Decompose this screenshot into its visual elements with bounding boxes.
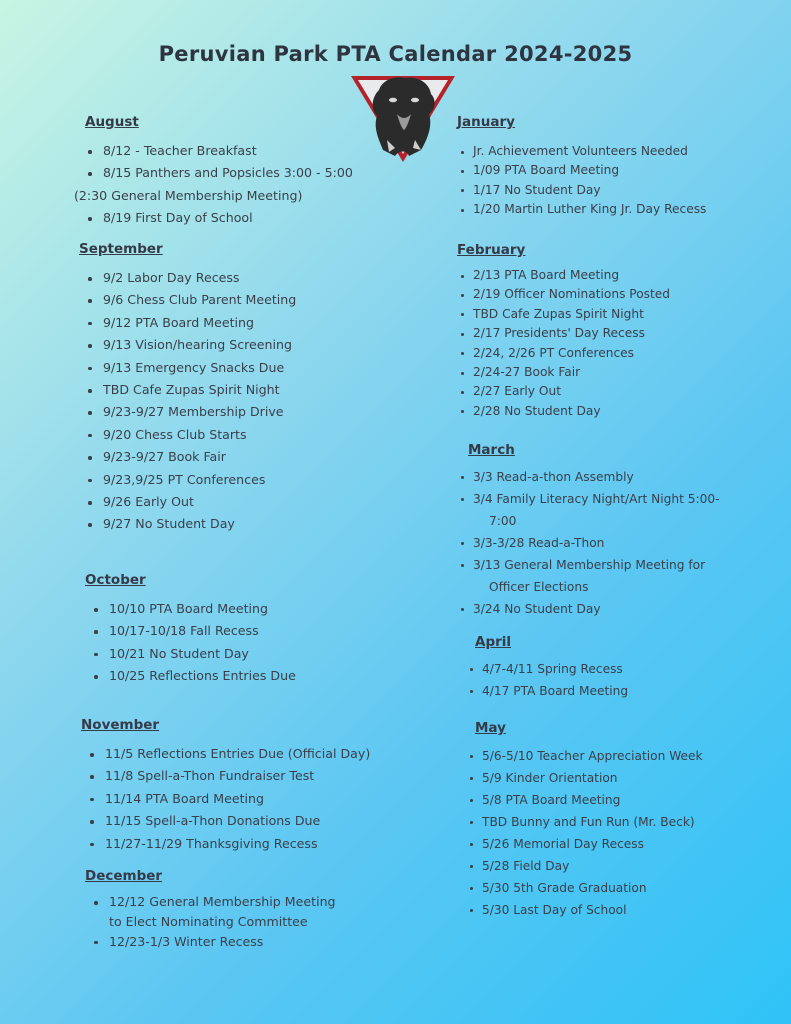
list-item: 3/24 No Student Day bbox=[457, 598, 720, 620]
list-item: 5/26 Memorial Day Recess bbox=[466, 833, 703, 855]
month-heading: March bbox=[468, 442, 515, 458]
list-item: 12/23-1/3 Winter Recess bbox=[85, 932, 375, 952]
month-heading: May bbox=[475, 720, 506, 736]
list-item: 2/24, 2/26 PT Conferences bbox=[457, 344, 670, 363]
list-item: 2/27 Early Out bbox=[457, 382, 670, 401]
list-item: 5/28 Field Day bbox=[466, 855, 703, 877]
list-item: 1/09 PTA Board Meeting bbox=[457, 161, 706, 180]
list-item: TBD Cafe Zupas Spirit Night bbox=[79, 379, 296, 401]
section-march bbox=[457, 442, 720, 620]
list-item: 10/17-10/18 Fall Recess bbox=[85, 620, 296, 642]
list-item: 3/13 General Membership Meeting for bbox=[457, 554, 720, 576]
list-item: 9/13 Vision/hearing Screening bbox=[79, 334, 296, 356]
list-item: 10/10 PTA Board Meeting bbox=[85, 598, 296, 620]
list-item: 4/17 PTA Board Meeting bbox=[466, 680, 628, 702]
list-item: 5/8 PTA Board Meeting bbox=[466, 789, 703, 811]
section-april bbox=[466, 634, 628, 702]
page-title: Peruvian Park PTA Calendar 2024-2025 bbox=[158, 42, 633, 66]
list-item: (2:30 General Membership Meeting) bbox=[74, 187, 303, 203]
list-item: Officer Elections bbox=[489, 580, 589, 594]
list-item: 1/20 Martin Luther King Jr. Day Recess bbox=[457, 200, 706, 219]
list-item: 8/19 First Day of School bbox=[79, 207, 353, 229]
list-item: 3/4 Family Literacy Night/Art Night 5:00- bbox=[457, 488, 720, 510]
list-item: 9/12 PTA Board Meeting bbox=[79, 312, 296, 334]
list-item: 5/9 Kinder Orientation bbox=[466, 767, 703, 789]
list-item: 5/30 5th Grade Graduation bbox=[466, 877, 703, 899]
section-may bbox=[466, 720, 703, 921]
list-item: 2/24-27 Book Fair bbox=[457, 363, 670, 382]
list-item: 9/13 Emergency Snacks Due bbox=[79, 357, 296, 379]
section-august bbox=[74, 114, 353, 230]
list-item: 9/2 Labor Day Recess bbox=[79, 267, 296, 289]
list-item: 2/17 Presidents' Day Recess bbox=[457, 324, 670, 343]
list-item: Jr. Achievement Volunteers Needed bbox=[457, 142, 706, 161]
section-november bbox=[81, 717, 370, 855]
list-item: 9/6 Chess Club Parent Meeting bbox=[79, 289, 296, 311]
list-item: 11/5 Reflections Entries Due (Official Day) bbox=[81, 743, 370, 765]
month-heading: April bbox=[475, 634, 512, 650]
list-item: 9/20 Chess Club Starts bbox=[79, 424, 296, 446]
month-heading: October bbox=[85, 572, 146, 588]
list-item: 11/14 PTA Board Meeting bbox=[81, 788, 370, 810]
month-heading: September bbox=[79, 241, 163, 257]
list-item: 2/19 Officer Nominations Posted bbox=[457, 285, 670, 304]
list-item: 4/7-4/11 Spring Recess bbox=[466, 658, 628, 680]
section-september bbox=[79, 241, 296, 536]
list-item: 9/23,9/25 PT Conferences bbox=[79, 469, 296, 491]
month-heading: December bbox=[85, 868, 163, 884]
panther-mascot-icon bbox=[349, 70, 457, 164]
list-item: 8/12 - Teacher Breakfast bbox=[79, 140, 353, 162]
list-item: 8/15 Panthers and Popsicles 3:00 - 5:00 bbox=[79, 162, 353, 184]
month-heading: November bbox=[81, 717, 160, 733]
month-heading: February bbox=[457, 242, 526, 258]
list-item: 11/27-11/29 Thanksgiving Recess bbox=[81, 833, 370, 855]
list-item: 9/23-9/27 Membership Drive bbox=[79, 401, 296, 423]
list-item: TBD Bunny and Fun Run (Mr. Beck) bbox=[466, 811, 703, 833]
list-item: 3/3 Read-a-thon Assembly bbox=[457, 466, 720, 488]
list-item: 2/13 PTA Board Meeting bbox=[457, 266, 670, 285]
section-december bbox=[85, 868, 375, 951]
list-item: 2/28 No Student Day bbox=[457, 402, 670, 421]
month-heading: January bbox=[457, 114, 515, 130]
list-item: 11/8 Spell-a-Thon Fundraiser Test bbox=[81, 765, 370, 787]
month-heading: August bbox=[85, 114, 139, 130]
list-item: 5/6-5/10 Teacher Appreciation Week bbox=[466, 745, 703, 767]
section-october bbox=[85, 572, 296, 688]
list-item: 12/12 General Membership Meeting to Elect Nominating Committee bbox=[85, 892, 339, 932]
list-item: 11/15 Spell-a-Thon Donations Due bbox=[81, 810, 370, 832]
list-item: 10/25 Reflections Entries Due bbox=[85, 665, 296, 687]
list-item: 7:00 bbox=[489, 514, 517, 528]
list-item: 1/17 No Student Day bbox=[457, 181, 706, 200]
list-item: 3/3-3/28 Read-a-Thon bbox=[457, 532, 720, 554]
list-item: TBD Cafe Zupas Spirit Night bbox=[457, 305, 670, 324]
section-january bbox=[457, 114, 706, 220]
section-february bbox=[457, 242, 670, 421]
list-item: 9/23-9/27 Book Fair bbox=[79, 446, 296, 468]
list-item: 10/21 No Student Day bbox=[85, 643, 296, 665]
list-item: 5/30 Last Day of School bbox=[466, 899, 703, 921]
list-item: 9/27 No Student Day bbox=[79, 513, 296, 535]
list-item: 9/26 Early Out bbox=[79, 491, 296, 513]
